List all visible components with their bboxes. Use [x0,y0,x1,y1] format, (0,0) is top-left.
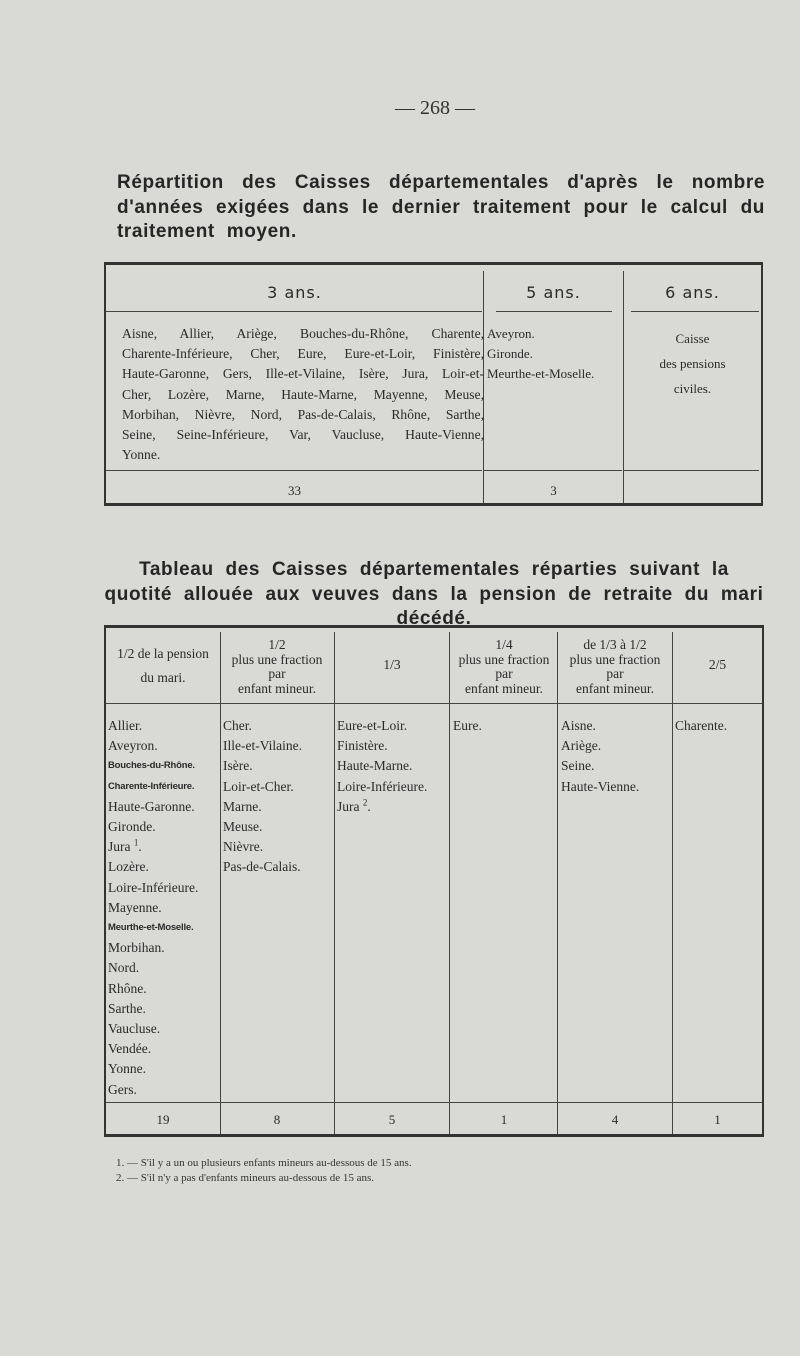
table-annees-exigees [104,262,763,506]
column-divider [557,632,558,1134]
header-line: enfant mineur. [576,680,654,696]
header-tiers [335,658,449,673]
list-item: Vaucluse. [108,1021,161,1037]
text-line: Charente-Inférieure, Cher, Eure, Eure-et-Loir, Finistère, [122,346,484,362]
header-line: 1/4 [495,637,513,652]
header-5-ans: 5 ans. [526,283,581,302]
text-line: Caisse [675,331,710,346]
header-demi-fraction [220,638,334,696]
column-tiers-demi-fraction [561,716,639,797]
header-line: 2/5 [708,657,727,672]
column-divider [449,632,450,1134]
list-item: Nord. [108,960,140,976]
list-item: Marne. [223,798,262,814]
text-line: Meurthe-et-Moselle. [487,366,595,382]
text-line: Yonne. [122,447,161,463]
column-divider [334,632,335,1134]
total-quart-fraction: 1 [500,1112,508,1127]
list-item: Eure. [453,718,482,733]
column-quart-fraction [453,716,482,736]
total-deux-cinquiemes: 1 [714,1112,721,1127]
list-item: Cher. [223,718,252,733]
header-tiers-demi-fraction [558,638,672,696]
list-item: Haute-Vienne. [561,778,640,794]
header-line: par [495,666,513,681]
header-line: 1/2 de la pension [117,646,209,661]
footnote: 1. — S'il y a un ou plusieurs enfants mineurs au-dessous de 15 ans. [116,1157,412,1169]
table-quotite-veuves [104,625,764,1137]
header-line: 1/2 [268,637,286,652]
header-line: 1/3 [383,657,401,672]
header-line: plus une fraction [569,651,661,667]
list-item: Loire-Inférieure. [108,879,199,895]
section-heading-repartition: Répartition des Caisses départementales d'après le nombre d'années exigées dans le dernier traitement pour le calcul du traitement moyen. [117,172,765,242]
list-item: Jura $^1$. [108,837,142,855]
text-line: Aisne, Allier, Ariège, Bouches-du-Rhône, Charente, [122,326,484,341]
footnote-marker: 2 [362,797,368,808]
header-3-ans: 3 ans. [267,283,322,302]
header-line: par [606,666,624,681]
list-item: Rhône. [108,980,147,996]
section-heading-tableau: Tableau des Caisses départementales réparties suivant la quotité allouée aux veuves dans la pension de retraite du mari décédé. [104,559,764,629]
text-line: Aveyron. [487,326,535,341]
list-item: Finistère. [337,738,388,754]
list-item-text: Jura [337,798,360,814]
list-item: Haute-Marne. [337,758,413,774]
column-deux-cinquiemes [675,716,727,736]
footnotes [116,1156,412,1185]
column-divider [672,632,673,1134]
header-line: par [268,666,286,681]
list-item: Gers. [108,1081,137,1097]
list-item: Ariège. [561,738,602,754]
row-divider [496,311,612,312]
total-tiers-demi-fraction: 4 [611,1112,619,1127]
column-divider [220,632,221,1134]
list-item: Nièvre. [223,839,264,855]
column-demi-pension [108,716,198,1100]
list-item: Charente. [675,718,728,733]
list-item: Haute-Garonne. [108,798,195,814]
total-tiers: 5 [388,1112,396,1127]
list-item: Loire-Inférieure. [337,778,428,794]
header-line: de 1/3 à 1/2 [583,637,647,652]
total-3-ans: 33 [288,483,301,498]
cell-3-ans-list [122,324,484,465]
list-item: Bouches-du-Rhône. [108,760,195,772]
header-quart-fraction [450,638,558,696]
cell-6-ans-list [624,326,761,401]
row-divider [106,311,482,312]
list-item: Lozère. [108,859,149,875]
list-item: Seine. [561,758,595,774]
header-deux-cinquiemes [673,658,762,673]
footnote: 2. — S'il n'y a pas d'enfants mineurs au-dessous de 15 ans. [116,1171,374,1184]
row-divider [106,703,762,704]
list-item: Vendée. [108,1041,152,1057]
page-number: — 268 — [395,97,475,119]
list-item: Isère. [223,758,253,774]
list-item: Ille-et-Vilaine. [223,738,303,754]
row-divider [106,470,482,471]
list-item: Loir-et-Cher. [223,778,294,794]
list-item: Charente-Inférieure. [108,780,195,792]
header-6-ans: 6 ans. [665,283,720,302]
list-item: Eure-et-Loir. [337,718,408,733]
list-item: Meurthe-et-Moselle. [108,922,194,934]
text-line: des pensions [659,356,726,371]
footnote-marker: 1 [133,837,139,848]
total-demi-pension: 19 [156,1112,170,1127]
row-divider [624,470,759,471]
row-divider [484,470,622,471]
list-item: Sarthe. [108,1000,146,1016]
text-line: civiles. [673,381,712,396]
header-line: enfant mineur. [238,680,316,696]
header-line: enfant mineur. [465,680,543,696]
list-item: Aveyron. [108,738,158,754]
list-item: Pas-de-Calais. [223,859,301,875]
list-item: Gironde. [108,819,156,835]
list-item-text: Jura [108,839,131,855]
header-line: plus une fraction [231,651,323,667]
text-line: Seine, Seine-Inférieure, Var, Vaucluse, Haute-Vienne, [122,427,484,443]
list-item: Aisne. [561,718,596,733]
header-line: du mari. [140,670,186,685]
list-item: Allier. [108,718,143,733]
list-item: Jura $^2$. [337,797,371,814]
list-item: Meuse. [223,819,263,835]
total-demi-fraction: 8 [273,1112,281,1127]
text-line: Haute-Garonne, Gers, Ille-et-Vilaine, Isère, Jura, Loir-et- [122,366,484,382]
column-tiers [337,716,427,817]
list-item: Yonne. [108,1061,147,1077]
row-divider [631,311,759,312]
text-line: Gironde. [487,346,533,362]
list-item: Morbihan. [108,940,165,956]
header-demi-pension [106,642,220,690]
row-divider [106,1102,762,1103]
list-item: Mayenne. [108,899,162,915]
header-line: plus une fraction [458,651,550,667]
total-5-ans: 3 [550,483,557,498]
column-demi-fraction [223,716,302,878]
cell-5-ans-list [487,324,623,385]
text-line: Cher, Lozère, Marne, Haute-Marne, Mayenne, Meuse, [122,386,484,402]
text-line: Morbihan, Nièvre, Nord, Pas-de-Calais, Rhône, Sarthe, [122,406,484,422]
